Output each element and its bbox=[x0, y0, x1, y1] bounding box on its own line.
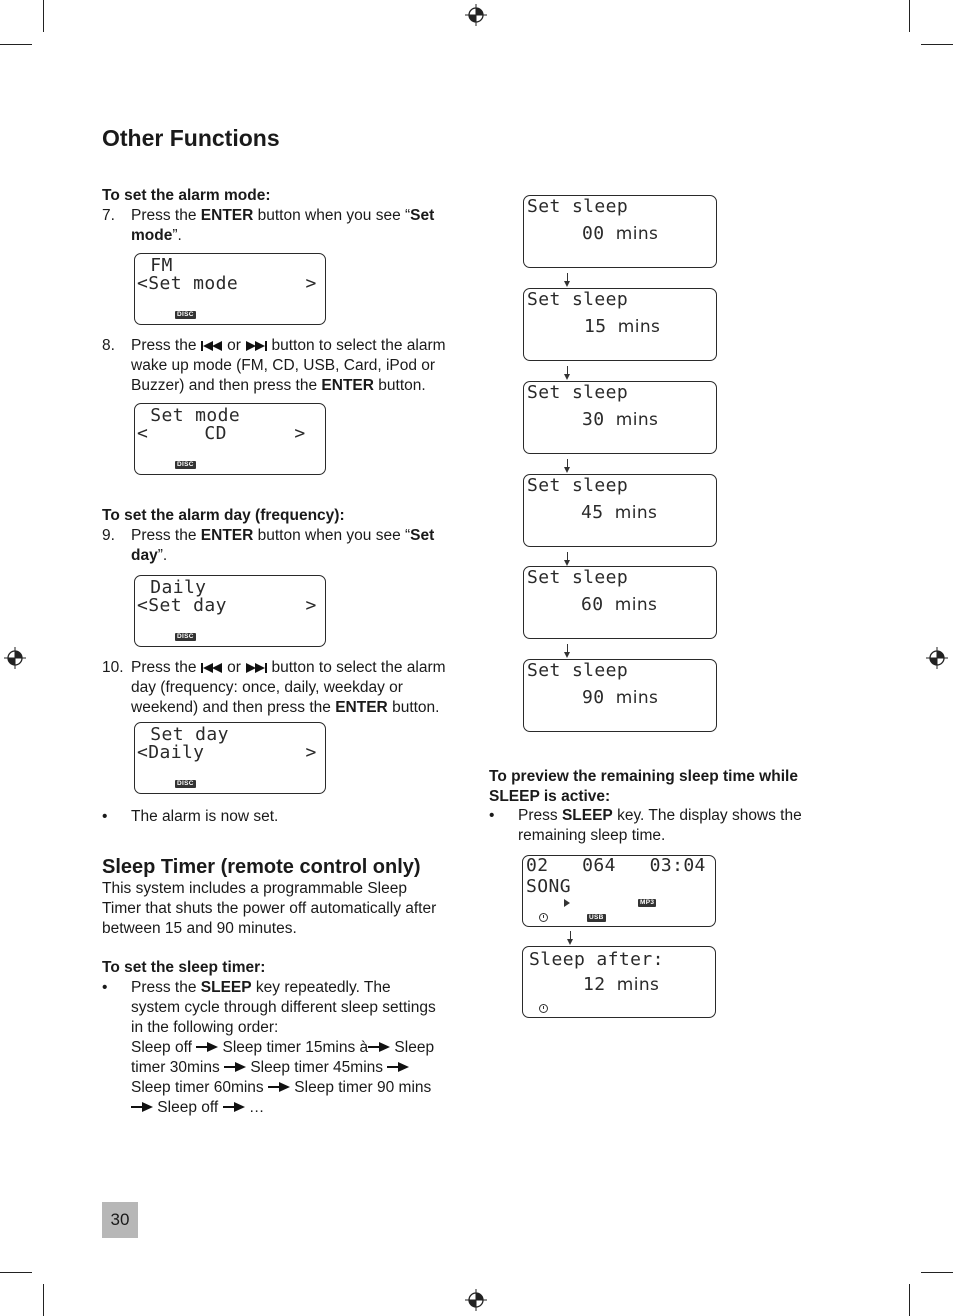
bullet-text: Press bbox=[518, 807, 562, 824]
lcd-playing-song bbox=[522, 855, 716, 927]
registration-mark-icon bbox=[4, 647, 26, 669]
step-text: Press the bbox=[131, 207, 201, 224]
bullet: • bbox=[102, 808, 108, 825]
sequence-text: Sleep off bbox=[153, 1099, 223, 1116]
enter-key-label: ENTER bbox=[335, 699, 388, 716]
lcd-sleep-value bbox=[582, 410, 658, 430]
lcd-sleep-value bbox=[584, 317, 660, 337]
preview-heading-line: To preview the remaining sleep time while bbox=[489, 768, 798, 785]
arrow-right-icon bbox=[268, 1082, 290, 1092]
crop-mark bbox=[43, 1284, 44, 1316]
arrow-right-icon bbox=[223, 1102, 245, 1112]
skip-back-icon bbox=[201, 663, 223, 673]
step-text: ”. bbox=[172, 227, 182, 244]
lcd-sleep-value bbox=[581, 595, 657, 615]
sequence-text: Sleep timer 60mins bbox=[131, 1079, 268, 1096]
sequence-text: … bbox=[244, 1099, 265, 1116]
lcd-line-1: Set mode bbox=[139, 405, 241, 426]
lcd-line-1: Set sleep bbox=[527, 196, 629, 217]
lcd-line-1: Set sleep bbox=[527, 567, 629, 588]
sleep-clock-icon bbox=[539, 913, 548, 922]
disc-badge: DISC bbox=[177, 461, 194, 468]
alarm-day-heading: To set the alarm day (frequency): bbox=[102, 507, 345, 524]
lcd-set-sleep-60 bbox=[523, 566, 717, 639]
disc-badge: DISC bbox=[177, 780, 194, 787]
lcd-line-2: SONG bbox=[526, 876, 571, 897]
play-icon bbox=[564, 899, 570, 907]
sleep-unit: mins bbox=[616, 975, 660, 995]
lcd-set-sleep-30 bbox=[523, 381, 717, 454]
page-title: Other Functions bbox=[102, 125, 280, 151]
step-text: Press the bbox=[131, 659, 201, 676]
crop-mark bbox=[909, 0, 910, 32]
bullet-text: remaining sleep time. bbox=[518, 827, 666, 844]
usb-badge: USB bbox=[589, 914, 604, 921]
sequence-text: Sleep timer 45mins bbox=[246, 1059, 388, 1076]
arrow-right-icon bbox=[131, 1102, 153, 1112]
lcd-sleep-value bbox=[582, 224, 658, 244]
registration-mark-icon bbox=[465, 1289, 487, 1311]
sleep-key-label: SLEEP bbox=[561, 807, 613, 824]
sequence-text: Sleep timer 15mins à bbox=[218, 1039, 369, 1056]
crop-mark bbox=[921, 1272, 953, 1273]
crop-mark bbox=[43, 0, 44, 32]
lcd-line-1: Sleep after: bbox=[529, 949, 664, 970]
crop-mark bbox=[0, 44, 32, 45]
arrow-down-icon bbox=[566, 931, 574, 945]
step-text: button when you see “ bbox=[253, 207, 411, 224]
lcd-line-2: < CD > bbox=[137, 423, 306, 444]
sleep-key-label: SLEEP bbox=[200, 979, 252, 996]
preview-heading-line: SLEEP is active: bbox=[489, 788, 611, 805]
lcd-set-sleep-15 bbox=[523, 288, 717, 361]
arrow-right-icon bbox=[368, 1042, 390, 1052]
skip-forward-icon bbox=[245, 341, 267, 351]
step-text: ”. bbox=[157, 547, 168, 564]
lcd-set-day-daily-selected bbox=[134, 722, 326, 794]
step-text: Press the bbox=[131, 337, 201, 354]
sequence-text: Sleep timer 90 mins bbox=[289, 1079, 432, 1096]
lcd-sleep-value bbox=[582, 688, 658, 708]
lcd-sleep-value bbox=[583, 975, 659, 995]
set-day-label: Set day bbox=[131, 527, 435, 564]
lcd-line-1: FM bbox=[139, 255, 173, 276]
step-number: 8. bbox=[102, 337, 115, 354]
disc-badge: DISC bbox=[177, 633, 194, 640]
lcd-line-1: Set day bbox=[139, 724, 229, 745]
lcd-set-day-daily bbox=[134, 575, 326, 647]
step-text: button to select the alarm bbox=[267, 659, 446, 676]
arrow-down-icon bbox=[563, 366, 571, 380]
step-number: 10. bbox=[102, 659, 124, 676]
arrow-down-icon bbox=[563, 273, 571, 287]
arrow-right-icon bbox=[196, 1042, 218, 1052]
sleep-minutes: 00 bbox=[582, 223, 605, 244]
sleep-timer-heading: Sleep Timer (remote control only) bbox=[102, 856, 421, 878]
step-number: 7. bbox=[102, 207, 115, 224]
lcd-line-1: Set sleep bbox=[527, 382, 629, 403]
lcd-set-mode-fm bbox=[134, 253, 326, 325]
bullet-text: in the following order: bbox=[131, 1019, 279, 1036]
arrow-right-icon bbox=[387, 1062, 409, 1072]
skip-back-icon bbox=[201, 341, 223, 351]
lcd-line-1: 02 064 03:04 bbox=[526, 855, 706, 876]
lcd-set-mode-cd bbox=[134, 403, 326, 475]
lcd-line-1: Daily bbox=[139, 577, 207, 598]
lcd-line-2: <Set day > bbox=[137, 595, 317, 616]
skip-forward-icon bbox=[245, 663, 267, 673]
set-sleep-timer-heading: To set the sleep timer: bbox=[102, 959, 266, 976]
step-text: weekend) and then press the bbox=[131, 699, 336, 716]
lcd-set-sleep-00 bbox=[523, 195, 717, 268]
intro-line: between 15 and 90 minutes. bbox=[102, 920, 297, 937]
bullet-text: The alarm is now set. bbox=[131, 808, 279, 825]
step-number: 9. bbox=[102, 527, 115, 544]
mp3-badge: MP3 bbox=[640, 899, 655, 906]
sleep-unit: mins bbox=[615, 410, 659, 430]
sleep-clock-icon bbox=[539, 1004, 548, 1013]
step-text: Press the bbox=[131, 527, 201, 544]
arrow-down-icon bbox=[563, 644, 571, 658]
arrow-down-icon bbox=[563, 552, 571, 566]
sleep-unit: mins bbox=[615, 688, 659, 708]
sleep-unit: mins bbox=[617, 317, 661, 337]
sleep-minutes: 90 bbox=[582, 687, 605, 708]
registration-mark-icon bbox=[926, 647, 948, 669]
sequence-text: Sleep off bbox=[131, 1039, 197, 1056]
sleep-minutes: 15 bbox=[584, 316, 607, 337]
enter-key-label: ENTER bbox=[200, 527, 254, 544]
lcd-line-1: Set sleep bbox=[527, 289, 629, 310]
bullet-text: Press the bbox=[131, 979, 201, 996]
step-text: day (frequency: once, daily, weekday or bbox=[131, 679, 403, 696]
bullet: • bbox=[489, 807, 495, 824]
sequence-text: Sleep bbox=[390, 1039, 435, 1056]
sleep-unit: mins bbox=[615, 224, 659, 244]
intro-line: Timer that shuts the power off automatically after bbox=[102, 900, 437, 917]
step-text: button. bbox=[373, 377, 426, 394]
sleep-unit: mins bbox=[614, 595, 658, 615]
lcd-set-sleep-90 bbox=[523, 659, 717, 732]
bullet: • bbox=[102, 979, 108, 996]
sleep-minutes: 30 bbox=[582, 409, 605, 430]
arrow-down-icon bbox=[563, 459, 571, 473]
enter-key-label: ENTER bbox=[200, 207, 254, 224]
step-text: button to select the alarm bbox=[267, 337, 446, 354]
disc-badge: DISC bbox=[177, 311, 194, 318]
step-text: button. bbox=[387, 699, 440, 716]
intro-line: This system includes a programmable Sleep bbox=[102, 880, 407, 897]
lcd-line-1: Set sleep bbox=[527, 660, 629, 681]
enter-key-label: ENTER bbox=[321, 377, 374, 394]
step-text: button when you see “ bbox=[253, 527, 411, 544]
registration-mark-icon bbox=[465, 4, 487, 26]
sleep-unit: mins bbox=[614, 503, 658, 523]
lcd-sleep-value bbox=[581, 503, 657, 523]
page-number: 30 bbox=[102, 1202, 138, 1238]
crop-mark bbox=[921, 44, 953, 45]
step-text: wake up mode (FM, CD, USB, Card, iPod or bbox=[131, 357, 436, 374]
set-mode-label: Set mode bbox=[131, 207, 435, 244]
alarm-mode-heading: To set the alarm mode: bbox=[102, 187, 271, 204]
crop-mark bbox=[909, 1284, 910, 1316]
crop-mark bbox=[0, 1272, 32, 1273]
step-text: or bbox=[222, 337, 246, 354]
sleep-minutes: 60 bbox=[581, 594, 604, 615]
lcd-set-sleep-45 bbox=[523, 474, 717, 547]
sleep-minutes: 12 bbox=[583, 974, 606, 995]
lcd-line-2: <Daily > bbox=[137, 742, 317, 763]
bullet-text: key. The display shows the bbox=[612, 807, 802, 824]
preview-heading bbox=[489, 767, 849, 807]
arrow-right-icon bbox=[224, 1062, 246, 1072]
lcd-line-1: Set sleep bbox=[527, 475, 629, 496]
step-text: or bbox=[222, 659, 246, 676]
lcd-line-2: <Set mode > bbox=[137, 273, 317, 294]
sleep-minutes: 45 bbox=[581, 502, 604, 523]
bullet-text: system cycle through different sleep settings bbox=[131, 999, 436, 1016]
lcd-sleep-after bbox=[522, 946, 716, 1018]
sleep-timer-intro bbox=[102, 879, 472, 939]
sequence-text: timer 30mins bbox=[131, 1059, 225, 1076]
step-text: Buzzer) and then press the bbox=[131, 377, 322, 394]
bullet-text: key repeatedly. The bbox=[251, 979, 391, 996]
